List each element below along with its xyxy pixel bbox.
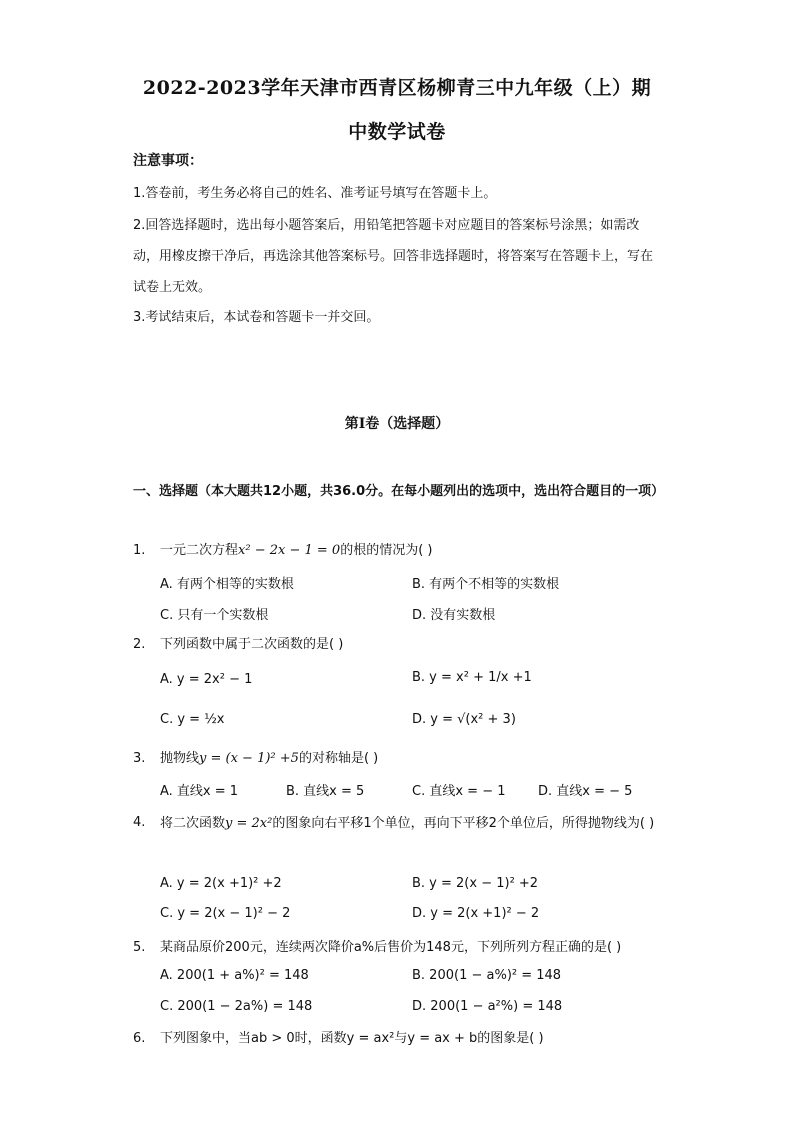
question-1-option-b[interactable]: B. 有两个不相等的实数根 <box>412 577 560 592</box>
question-3-prefix: 抛物线 <box>160 751 200 766</box>
question-3-text <box>160 744 665 774</box>
question-2-option-c[interactable]: C. y = ½x <box>160 712 225 727</box>
notice-item-1: 1.答卷前，考生务必将自己的姓名、准考证号填写在答题卡上。 <box>133 186 497 201</box>
exam-title <box>90 66 704 154</box>
question-5-text: 某商品原价200元，连续两次降价a%后售价为148元，下列所列方程正确的是( ) <box>160 940 622 955</box>
question-6-text: 下列图象中，当ab > 0时，函数y = ax²与y = ax + b的图象是( ) <box>160 1031 544 1046</box>
question-2-option-a[interactable]: A. y = 2x² − 1 <box>160 672 253 687</box>
question-1-prefix: 一元二次方程 <box>160 543 239 558</box>
exam-title-line2: 中数学试卷 <box>348 121 446 143</box>
question-1-option-c[interactable]: C. 只有一个实数根 <box>160 608 269 623</box>
question-4-text <box>160 808 665 840</box>
question-1-formula: x² − 2x − 1 = 0 <box>238 543 341 558</box>
question-number: 2. <box>133 637 146 652</box>
question-number: 1. <box>133 543 146 558</box>
question-3-option-b[interactable]: B. 直线x = 5 <box>286 784 365 799</box>
question-4-formula: y = 2x² <box>225 816 273 831</box>
exam-title-line1: 2022-2023学年天津市西青区杨柳青三中九年级（上）期 <box>142 77 652 99</box>
question-3-option-d[interactable]: D. 直线x = − 5 <box>538 784 633 799</box>
question-5-option-c[interactable]: C. 200(1 − 2a%) = 148 <box>160 999 313 1014</box>
question-number: 4. <box>133 815 146 830</box>
question-number: 3. <box>133 751 146 766</box>
question-3-formula: y = (x − 1)² +5 <box>199 751 299 766</box>
question-4-option-d[interactable]: D. y = 2(x +1)² − 2 <box>412 906 540 921</box>
question-2-option-d[interactable]: D. y = √(x² + 3) <box>412 712 516 727</box>
question-5-option-d[interactable]: D. 200(1 − a²%) = 148 <box>412 999 563 1014</box>
question-2-option-b[interactable]: B. y = x² + 1/x +1 <box>412 670 532 685</box>
question-1-suffix: 的根的情况为( ) <box>340 543 433 558</box>
notice-item-2: 2.回答选择题时，选出每小题答案后，用铅笔把答题卡对应题目的答案标号涂黑；如需改动，用橡皮擦干净后，再选涂其他答案标号。回答非选择题时，将答案写在答题卡上，写在试卷上无效。 <box>133 218 654 295</box>
question-1-option-d[interactable]: D. 没有实数根 <box>412 608 496 623</box>
question-2-text: 下列函数中属于二次函数的是( ) <box>160 637 344 652</box>
question-5-option-b[interactable]: B. 200(1 − a%)² = 148 <box>412 968 562 983</box>
part-heading: 一、选择题（本大题共12小题，共36.0分。在每小题列出的选项中，选出符合题目的一项） <box>133 484 665 499</box>
question-5-option-a[interactable]: A. 200(1 + a%)² = 148 <box>160 968 309 983</box>
question-4-prefix: 将二次函数 <box>160 816 226 831</box>
question-number: 5. <box>133 940 146 955</box>
notice-heading: 注意事项： <box>133 153 203 169</box>
question-1-text <box>160 536 665 566</box>
question-3-suffix: 的对称轴是( ) <box>298 751 379 766</box>
question-3-option-a[interactable]: A. 直线x = 1 <box>160 784 239 799</box>
question-4-option-c[interactable]: C. y = 2(x − 1)² − 2 <box>160 906 291 921</box>
notice-item-3: 3.考试结束后，本试卷和答题卡一并交回。 <box>133 310 380 325</box>
question-3-option-c[interactable]: C. 直线x = − 1 <box>412 784 506 799</box>
question-4-suffix: 的图象向右平移1个单位，再向下平移2个单位后，所得抛物线为( ) <box>272 816 655 831</box>
question-1-option-a[interactable]: A. 有两个相等的实数根 <box>160 577 294 592</box>
question-4-option-a[interactable]: A. y = 2(x +1)² +2 <box>160 876 282 891</box>
question-number: 6. <box>133 1031 146 1046</box>
question-4-option-b[interactable]: B. y = 2(x − 1)² +2 <box>412 876 539 891</box>
section-title: 第Ⅰ卷（选择题） <box>344 416 450 432</box>
